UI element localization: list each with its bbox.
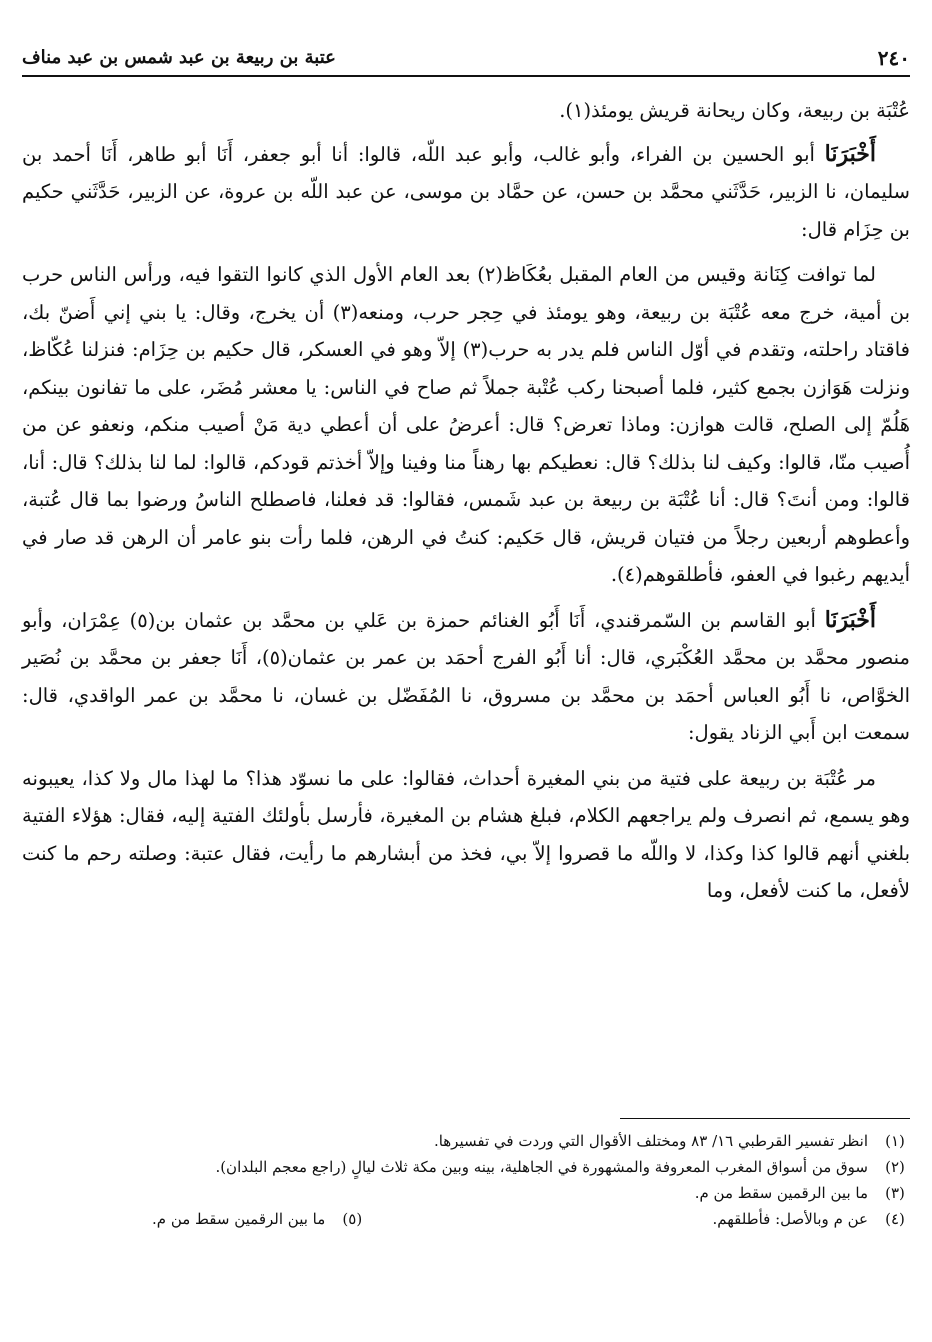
footnote — [22, 1128, 910, 1154]
footnote — [152, 1206, 367, 1232]
main-text — [22, 92, 910, 918]
paragraph-lead: أَخْبَرَنَا — [824, 140, 876, 167]
footnote-number: (١) — [885, 1132, 905, 1150]
footnote — [22, 1154, 910, 1180]
footnote-text: عن م وبالأصل: فأطلقهم. — [712, 1210, 868, 1228]
paragraph-text: لما توافت كِنَانة وقيس من العام المقبل بعُكَاظ(٢) بعد العام الأول الذي كانوا التقوا فيه، ورأس الناس حرب بن أمية، خرج معه عُتْبَة بن ربيعة، وهو يومئذ في حِجر حرب، ومنعه(٣) أن يخرج، وقال: يا بني إني أَضنّ بك، فاقتاد راحلته، وتقدم في أوّل الناس فلم يدر به حرب(٣) إلاّ وهو في العسكر، قال حكيم بن حِزَام: فنزلنا عُكّاظ، ونزلت هَوَازن بجمع كثير، فلما أصبحنا ركب عُتْبة جملاً ثم صاح في الناس: يا معشر مُضَر، على ما تفانون بينكم، هَلُمّ إلى الصلح، قالت هوازن: وماذا تعرض؟ قال: أعرضُ على أن أعطي دية مَنْ أصيب منكم، ونعفو عن من أُصيب منّا، قالوا: وكيف لنا بذلك؟ قال: نعطيكم بها رهناً منا وفينا وإلاّ أخذتم قودكم، قالوا: لما لنا بذلك؟ قال: أنا، قالوا: ومن أنتَ؟ قال: أنا عُتْبَة بن ربيعة بن عبد شَمس، فقالوا: قد فعلنا، فاصطلح الناسُ ورضوا بما قال عُتبة، وأعطوهم أربعين رجلاً من فتيان قريش، قال حَكيم: كنتُ في الرهن، فلما رأت بنو عامر أن الرهن قد صار في أيديهم رغبوا في العفو، فأطلقوهم(٤). — [22, 263, 910, 586]
running-title: عتبة بن ربيعة بن عبد شمس بن عبد مناف — [22, 47, 336, 68]
footnotes — [22, 1128, 910, 1232]
footnote-number: (٤) — [885, 1210, 905, 1228]
paragraph-text: مر عُتْبَة بن ربيعة على فتية من بني المغيرة أحداث، فقالوا: على ما نسوّد هذا؟ ما لهذا مال ولا كذا، يعيبونه وهو يسمع، ثم انصرف ولم يراجعهم الكلام، فبلغ هشام بن المغيرة، فأرسل بأولئك الفتية إليه، فقال: هؤلاء الفتية بلغني أنهم قالوا كذا وكذا، لا واللّه ما قصروا إلاّ بي، فخذ من أبشارهم ما رأيت، فقال عتبة: وصلته رحم ما كنت لأفعل، ما كنت لأفعل، وما — [22, 766, 910, 902]
footnote-number: (٢) — [885, 1158, 905, 1176]
paragraph — [22, 602, 910, 752]
paragraph-text: أبو القاسم بن السّمرقندي، أَنَا أَبُو الغنائم حمزة بن عَلي بن محمَّد بن عثمان بن(٥) عِمْرَان، وأبو منصور محمَّد بن محمَّد العُكْبَري، قال: أنا أَبُو الفرج أحمَد بن عمر بن عثمان(٥)، أَنَا جعفر بن محمَّد بن نُصَير الخوَّاص، نا أَبُو العباس أحمَد بن محمَّد بن مسروق، نا المُفَضّل بن غسان، نا محمَّد بن عمر الواقدي، قال: سمعت ابن أَبي الزناد يقول: — [22, 608, 910, 744]
paragraph — [22, 256, 910, 594]
paragraph — [22, 92, 910, 130]
footnote — [22, 1180, 910, 1206]
footnote-divider — [620, 1118, 910, 1119]
footnote-text: انظر تفسير القرطبي ١٦/ ٨٣ ومختلف الأقوال التي وردت في تفسيرها. — [433, 1132, 868, 1150]
paragraph-lead: أَخْبَرَنَا — [824, 606, 877, 633]
page-header — [22, 30, 910, 70]
paragraph-text: عُتْبَة بن ربيعة، وكان ريحانة قريش يومئذ(١). — [559, 99, 910, 122]
footnote-number: (٣) — [885, 1184, 905, 1202]
header-divider — [22, 75, 910, 77]
footnote-text: سوق من أسواق المغرب المعروفة والمشهورة في الجاهلية، بينه وبين مكة ثلاث ليالٍ (راجع معجم البلدان). — [215, 1158, 868, 1176]
paragraph-text: أبو الحسين بن الفراء، وأبو غالب، وأبو عبد اللّه، قالوا: أنا أبو جعفر، أَنَا أبو طاهر، أَنَا أحمد بن سليمان، نا الزبير، حَدَّثَني محمَّد بن حسن، عن حمَّاد بن موسى، عن عبد اللّه بن عروة، عن الزبير، حَدَّثَني حكيم بن حِزَام قال: — [22, 142, 910, 241]
page-number: ٢٤٠ — [877, 46, 910, 70]
footnote-text: ما بين الرقمين سقط من م. — [152, 1210, 326, 1228]
footnote-row — [22, 1206, 910, 1232]
paragraph — [22, 760, 910, 910]
footnote-number: (٥) — [342, 1210, 363, 1228]
footnote-text: ما بين الرقمين سقط من م. — [694, 1184, 868, 1202]
paragraph — [22, 136, 910, 249]
footnote — [712, 1206, 910, 1232]
